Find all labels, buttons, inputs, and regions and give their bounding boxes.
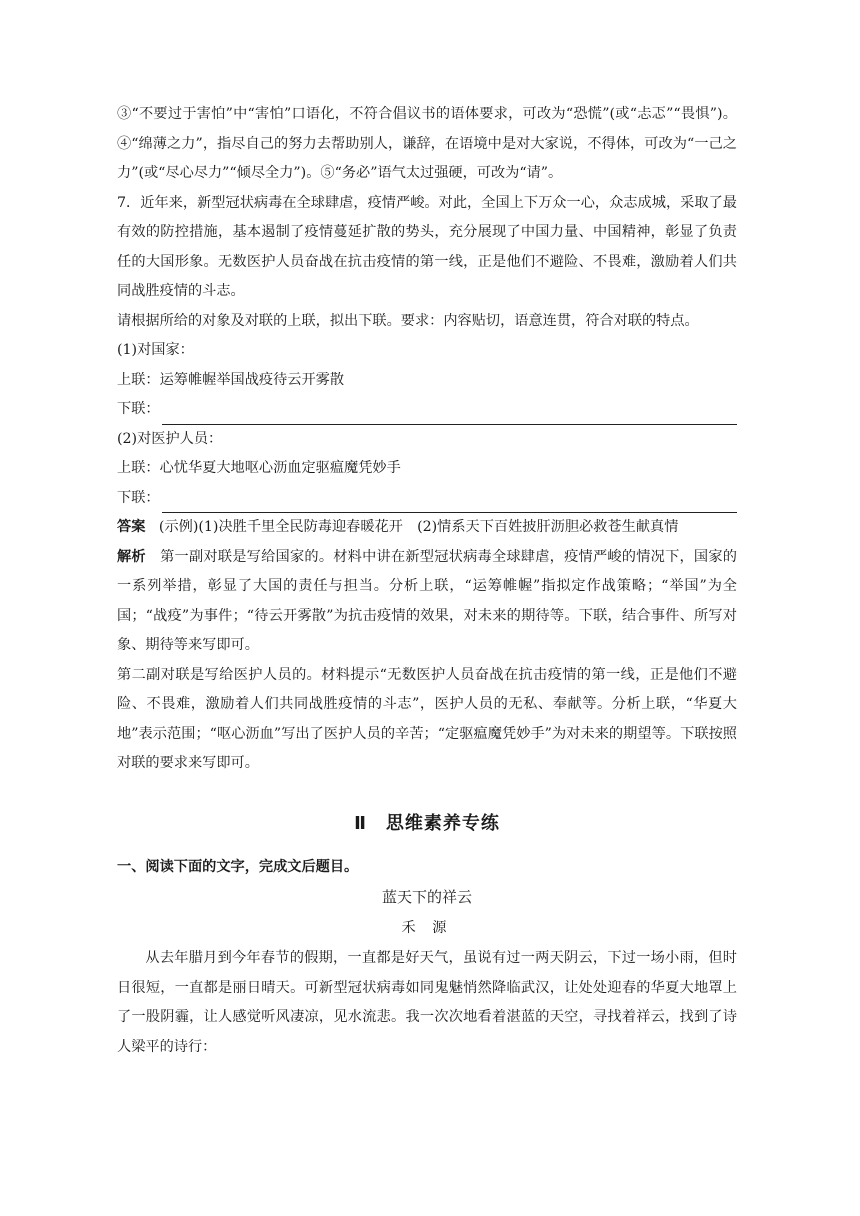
answer-text: (示例)(1)决胜千里全民防毒迎春暖花开 (2)情系天下百姓披肝沥胆必救苍生献真情 bbox=[158, 519, 679, 535]
answer-tag: 答案 bbox=[117, 519, 146, 535]
lower-couplet-label: 下联： bbox=[117, 401, 160, 417]
answer-blank-line[interactable] bbox=[162, 492, 737, 513]
analysis-paragraph-2: 第二副对联是写给医护人员的。材料提示“无数医护人员奋战在抗击疫情的第一线，正是他们不避险、不畏难，激励着人们共同战胜疫情的斗志”，医护人员的无私、奉献等。分析上联，“华夏大地”表示范围；“呕心沥血”写出了医护人员的辛苦；“定驱瘟魔凭妙手”为对未来的期望等。下联按照对联的要求来写即可。 bbox=[117, 666, 737, 771]
article-title: 蓝天下的祥云 bbox=[381, 888, 472, 906]
q7-requirement: 请根据所给的对象及对联的上联，拟出下联。要求：内容贴切，语意连贯，符合对联的特点。 bbox=[117, 312, 699, 329]
document-page bbox=[117, 100, 737, 1062]
answer-paragraph bbox=[117, 513, 737, 543]
q7-part2-lower-couplet bbox=[117, 484, 737, 514]
analysis-tag: 解析 bbox=[117, 548, 146, 565]
q7-stem: 7．近年来，新型冠状病毒在全球肆虐，疫情严峻。对此，全国上下万众一心，众志成城，采取了最有效的防控措施，基本遏制了疫情蔓延扩散的势头，充分展现了中国力量、中国精神，彰显了负责任的大国形象。无数医护人员奋战在抗击疫情的第一线，正是他们不避险、不畏难，激励着人们共同战胜疫情的斗志。 bbox=[117, 194, 737, 299]
q7-part2-label: (2)对医护人员： bbox=[117, 430, 223, 447]
lower-couplet-label: 下联： bbox=[117, 489, 160, 506]
q7-part2-upper-couplet: 上联：心忧华夏大地呕心沥血定驱瘟魔凭妙手 bbox=[117, 460, 401, 476]
section-title: Ⅱ 思维素养专练 bbox=[354, 812, 500, 834]
analysis-text-1: 第一副对联是写给国家的。材料中讲在新型冠状病毒全球肆虐，疫情严峻的情况下，国家的一系列举措，彰显了大国的责任与担当。分析上联，“运筹帷幄”指拟定作战策略；“举国”为全国；“战疫”为事件；“待云开雾散”为抗击疫情的效果，对未来的期待等。下联，结合事件、所写对象、期待等来写即可。 bbox=[117, 548, 737, 653]
q6-explanation: ③“不要过于害怕”中“害怕”口语化，不符合倡议书的语体要求，可改为“恐慌”(或“忐忑”“畏惧”)。④“绵薄之力”，指尽自己的努力去帮助别人，谦辞，在语境中是对大家说，不得体，可改为“一己之力”(或“尽心尽力”“倾尽全力”)。⑤“务必”语气太过强硬，可改为“请”。 bbox=[117, 106, 737, 181]
part-heading: 一、阅读下面的文字，完成文后题目。 bbox=[117, 858, 359, 875]
analysis-paragraph-1 bbox=[117, 543, 737, 661]
q7-part1-upper-couplet: 上联：运筹帷幄举国战疫待云开雾散 bbox=[117, 371, 345, 388]
article-paragraph-1: 从去年腊月到今年春节的假期，一直都是好天气，虽说有过一两天阴云，下过一场小雨，但时日很短，一直都是丽日晴天。可新型冠状病毒如同鬼魅悄然降临武汉，让处处迎春的华夏大地罩上了一股阴霾，让人感觉听风凄凉，见水流悲。我一次次地看着湛蓝的天空，寻找着祥云，找到了诗人梁平的诗行： bbox=[117, 950, 737, 1055]
answer-blank-line[interactable] bbox=[162, 404, 737, 425]
q7-part1-lower-couplet bbox=[117, 395, 737, 425]
q7-part1-label: (1)对国家： bbox=[117, 342, 194, 358]
article-author: 禾 源 bbox=[401, 920, 453, 936]
